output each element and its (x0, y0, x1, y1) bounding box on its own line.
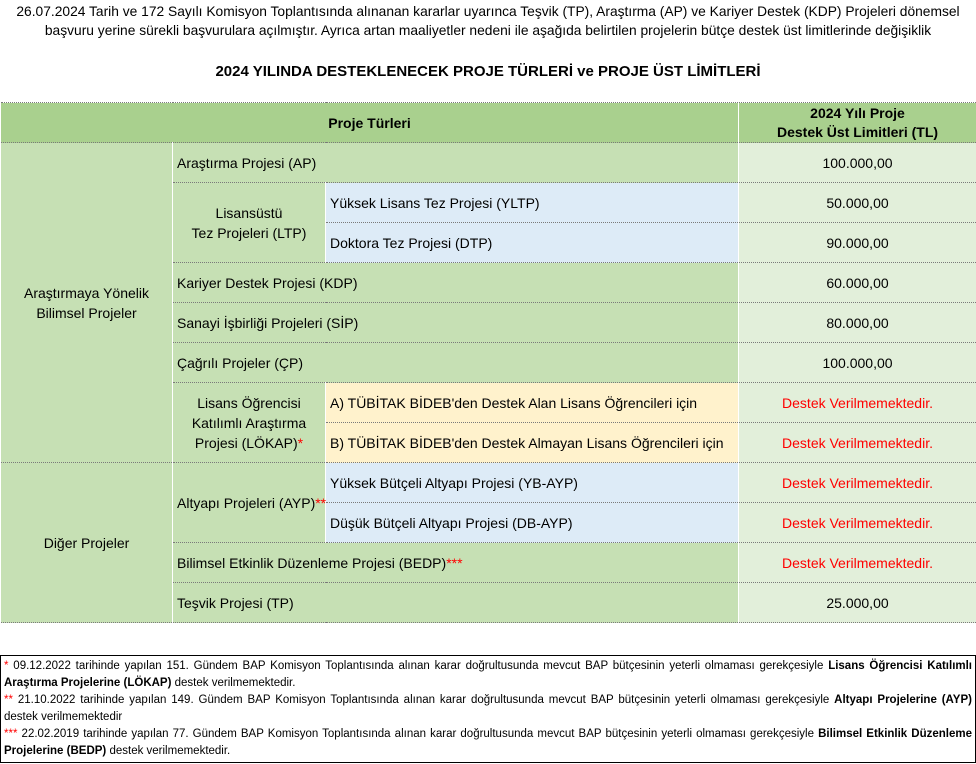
table-row-ap (1, 143, 976, 183)
footnote-marker: ** (4, 694, 13, 706)
group-research-cell (1, 143, 173, 463)
ayp-label-text: Altyapı Projeleri (AYP) (177, 494, 316, 511)
bedp-label-text: Bilimsel Etkinlik Düzenleme Projesi (BEDP) (177, 554, 447, 571)
footnote-text: 21.10.2022 tarihinde yapılan 149. Gündem BAP Komisyon Toplantısında alınan karar doğrultusunda mevcut BAP bütçesinin yeterli olmaması gerekçesiyle (17, 694, 830, 706)
footnote-tail: destek verilmemektedir (4, 711, 123, 723)
tp-label: Teşvik Projesi (TP) (173, 583, 739, 623)
db-ayp-limit: Destek Verilmemektedir. (739, 503, 976, 543)
header-limit-line1: 2024 Yılı Proje (810, 104, 905, 121)
ap-limit: 100.000,00 (739, 143, 976, 183)
yb-ayp-limit: Destek Verilmemektedir. (739, 463, 976, 503)
footnote-tail: destek verilmemektedir. (174, 677, 296, 689)
footnote-marker: *** (4, 728, 18, 740)
dtp-limit: 90.000,00 (739, 223, 976, 263)
table-row-ayp-yb (1, 463, 976, 503)
footnote-1 (1, 658, 975, 692)
page-title: 2024 YILINDA DESTEKLENECEK PROJE TÜRLERİ ve PROJE ÜST LİMİTLERİ (215, 63, 761, 80)
cp-label: Çağrılı Projeler (ÇP) (173, 343, 739, 383)
tp-limit: 25.000,00 (739, 583, 976, 623)
yltp-label: Yüksek Lisans Tez Projesi (YLTP) (326, 183, 739, 223)
footnote-marker: * (4, 660, 9, 672)
lokap-label-line2: Katılımlı Araştırma (191, 414, 307, 431)
sip-label: Sanayi İşbirliği Projeleri (SİP) (173, 303, 739, 343)
lokap-label-line3 (177, 433, 321, 453)
ltp-label-line1: Lisansüstü (215, 204, 283, 221)
bedp-limit: Destek Verilmemektedir. (739, 543, 976, 583)
bedp-label-cell (173, 543, 739, 583)
header-project-types: Proje Türleri (1, 103, 739, 143)
lokap-a-label: A) TÜBİTAK BİDEB'den Destek Alan Lisans Öğrencileri için (326, 383, 739, 423)
footnote-2 (1, 692, 975, 726)
ltp-label-line2: Tez Projeleri (LTP) (191, 224, 307, 241)
yltp-limit: 50.000,00 (739, 183, 976, 223)
header-limit (739, 103, 976, 143)
lokap-a-limit: Destek Verilmemektedir. (739, 383, 976, 423)
lokap-label-cell (173, 383, 326, 463)
footnotes-box (0, 655, 976, 763)
sip-limit: 80.000,00 (739, 303, 976, 343)
kdp-label: Kariyer Destek Projesi (KDP) (173, 263, 739, 303)
group-other-cell: Diğer Projeler (1, 463, 173, 623)
footnote-text: 22.02.2019 tarihinde yapılan 77. Gündem BAP Komisyon Toplantısında alınan karar doğrultusunda mevcut BAP bütçesinin yeterli olmaması gerekçesiyle (21, 728, 814, 740)
db-ayp-label: Düşük Bütçeli Altyapı Projesi (DB-AYP) (326, 503, 739, 543)
lokap-b-label: B) TÜBİTAK BİDEB'den Destek Almayan Lisans Öğrencileri için (326, 423, 739, 463)
ayp-label-cell (173, 463, 326, 543)
footnote-project-name: Bilimsel Etkinlik Düzenleme Projelerine (BEDP) (4, 728, 973, 757)
intro-line-2: başvuru yerine sürekli başvurulara açılmıştır. Ayrıca artan maaliyetler nedeni ile aşağıda belirtilen projelerin bütçe destek üst limitlerinde değişiklik (44, 23, 932, 38)
lokap-footnote-marker: * (297, 434, 304, 451)
cp-limit: 100.000,00 (739, 343, 976, 383)
footnote-tail: destek verilmemektedir. (109, 745, 231, 757)
dtp-label: Doktora Tez Projesi (DTP) (326, 223, 739, 263)
ap-label: Araştırma Projesi (AP) (173, 143, 739, 183)
footnote-project-name: Altyapı Projelerine (AYP) (834, 694, 972, 706)
project-limits-table (0, 102, 976, 623)
footnote-3 (1, 726, 975, 760)
footnote-text: 09.12.2022 tarihinde yapılan 151. Gündem BAP Komisyon Toplantısında alınan karar doğrultusunda mevcut BAP bütçesinin yeterli olmaması gerekçesiyle (13, 660, 824, 672)
group-research-line1: Araştırmaya Yönelik (23, 284, 149, 301)
footnote-project-name: Lisans Öğrencisi Katılımlı Araştırma Projelerine (LÖKAP) (4, 660, 972, 689)
ltp-label-cell (173, 183, 326, 263)
lokap-label-line1: Lisans Öğrencisi (197, 394, 301, 411)
intro-line-1: 26.07.2024 Tarih ve 172 Sayılı Komisyon Toplantısında alınanan kararlar uyarınca Teşvik (TP), Araştırma (AP) ve Kariyer Destek (KDP) Projeleri dönemsel (16, 4, 960, 19)
bedp-footnote-marker: *** (446, 554, 463, 571)
table-header-row (1, 103, 976, 143)
group-research-line2: Bilimsel Projeler (36, 304, 137, 321)
kdp-limit: 60.000,00 (739, 263, 976, 303)
lokap-b-limit: Destek Verilmemektedir. (739, 423, 976, 463)
yb-ayp-label: Yüksek Bütçeli Altyapı Projesi (YB-AYP) (326, 463, 739, 503)
ayp-footnote-marker: ** (315, 494, 327, 511)
intro-text (0, 2, 976, 40)
lokap-label-text: Projesi (LÖKAP) (194, 434, 298, 451)
header-limit-line2: Destek Üst Limitleri (TL) (777, 123, 939, 140)
